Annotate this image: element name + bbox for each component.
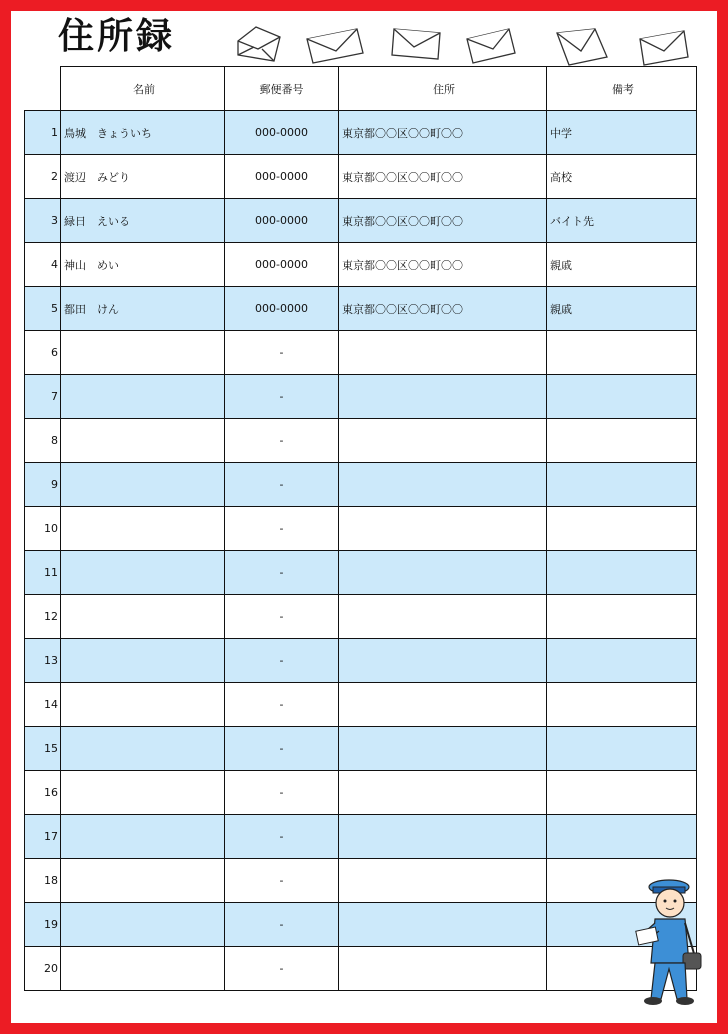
name-cell[interactable] <box>61 859 225 903</box>
note-cell[interactable]: 親戚 <box>547 243 697 287</box>
address-cell[interactable] <box>339 683 547 727</box>
address-cell[interactable] <box>339 419 547 463</box>
row-number: 11 <box>25 551 61 595</box>
zip-cell[interactable]: - <box>225 947 339 991</box>
note-cell[interactable] <box>547 639 697 683</box>
row-number: 1 <box>25 111 61 155</box>
address-cell[interactable] <box>339 859 547 903</box>
table-row <box>25 815 697 859</box>
row-number: 17 <box>25 815 61 859</box>
row-number: 9 <box>25 463 61 507</box>
name-cell[interactable]: 都田 けん <box>61 287 225 331</box>
note-cell[interactable]: 高校 <box>547 155 697 199</box>
zip-cell[interactable]: 000-0000 <box>225 243 339 287</box>
zip-cell[interactable]: - <box>225 375 339 419</box>
address-cell[interactable] <box>339 771 547 815</box>
name-cell[interactable] <box>61 815 225 859</box>
zip-cell[interactable]: - <box>225 331 339 375</box>
name-cell[interactable] <box>61 331 225 375</box>
zip-cell[interactable]: - <box>225 639 339 683</box>
zip-cell[interactable]: - <box>225 859 339 903</box>
address-cell[interactable] <box>339 551 547 595</box>
address-cell[interactable]: 東京都〇〇区〇〇町〇〇 <box>339 243 547 287</box>
row-number: 8 <box>25 419 61 463</box>
row-number: 6 <box>25 331 61 375</box>
address-cell[interactable] <box>339 507 547 551</box>
address-cell[interactable]: 東京都〇〇区〇〇町〇〇 <box>339 155 547 199</box>
name-cell[interactable] <box>61 903 225 947</box>
note-cell[interactable]: 親戚 <box>547 287 697 331</box>
name-cell[interactable]: 神山 めい <box>61 243 225 287</box>
header-number <box>25 67 61 111</box>
table-row <box>25 947 697 991</box>
table-row <box>25 331 697 375</box>
note-cell[interactable] <box>547 727 697 771</box>
address-cell[interactable] <box>339 727 547 771</box>
zip-cell[interactable]: 000-0000 <box>225 155 339 199</box>
table-row <box>25 111 697 155</box>
address-cell[interactable]: 東京都〇〇区〇〇町〇〇 <box>339 111 547 155</box>
name-cell[interactable] <box>61 727 225 771</box>
note-cell[interactable]: バイト先 <box>547 199 697 243</box>
table-row <box>25 375 697 419</box>
table-row <box>25 859 697 903</box>
envelope-icon <box>634 25 694 69</box>
table-row <box>25 551 697 595</box>
note-cell[interactable] <box>547 771 697 815</box>
table-row <box>25 199 697 243</box>
envelope-icon <box>551 23 613 71</box>
table-row <box>25 419 697 463</box>
row-number: 18 <box>25 859 61 903</box>
address-cell[interactable] <box>339 947 547 991</box>
note-cell[interactable] <box>547 507 697 551</box>
row-number: 4 <box>25 243 61 287</box>
name-cell[interactable] <box>61 551 225 595</box>
zip-cell[interactable]: - <box>225 419 339 463</box>
note-cell[interactable] <box>547 595 697 639</box>
zip-cell[interactable]: - <box>225 507 339 551</box>
table-row <box>25 771 697 815</box>
name-cell[interactable] <box>61 419 225 463</box>
note-cell[interactable] <box>547 551 697 595</box>
row-number: 10 <box>25 507 61 551</box>
name-cell[interactable]: 渡辺 みどり <box>61 155 225 199</box>
zip-cell[interactable]: 000-0000 <box>225 287 339 331</box>
table-row <box>25 903 697 947</box>
note-cell[interactable] <box>547 375 697 419</box>
table-row <box>25 727 697 771</box>
zip-cell[interactable]: - <box>225 683 339 727</box>
address-cell[interactable] <box>339 639 547 683</box>
row-number: 14 <box>25 683 61 727</box>
name-cell[interactable] <box>61 595 225 639</box>
row-number: 16 <box>25 771 61 815</box>
note-cell[interactable]: 中学 <box>547 111 697 155</box>
name-cell[interactable] <box>61 771 225 815</box>
table-row <box>25 639 697 683</box>
row-number: 5 <box>25 287 61 331</box>
note-cell[interactable] <box>547 463 697 507</box>
row-number: 12 <box>25 595 61 639</box>
zip-cell[interactable]: - <box>225 463 339 507</box>
table-row <box>25 287 697 331</box>
address-cell[interactable]: 東京都〇〇区〇〇町〇〇 <box>339 199 547 243</box>
header-name: 名前 <box>61 67 225 111</box>
table-row <box>25 507 697 551</box>
address-cell[interactable] <box>339 815 547 859</box>
envelope-icon <box>234 23 286 65</box>
table-row <box>25 595 697 639</box>
row-number: 19 <box>25 903 61 947</box>
address-table <box>24 66 697 991</box>
page-title: 住所録 <box>58 16 176 57</box>
name-cell[interactable] <box>61 639 225 683</box>
row-number: 3 <box>25 199 61 243</box>
table-row <box>25 243 697 287</box>
row-number: 13 <box>25 639 61 683</box>
name-cell[interactable]: 緑日 えいる <box>61 199 225 243</box>
zip-cell[interactable]: - <box>225 551 339 595</box>
mail-carrier-illustration <box>633 873 703 1013</box>
address-cell[interactable]: 東京都〇〇区〇〇町〇〇 <box>339 287 547 331</box>
zip-cell[interactable]: 000-0000 <box>225 111 339 155</box>
name-cell[interactable]: 鳥城 きょういち <box>61 111 225 155</box>
note-cell[interactable] <box>547 683 697 727</box>
note-cell[interactable] <box>547 815 697 859</box>
zip-cell[interactable]: - <box>225 595 339 639</box>
envelope-icon <box>386 23 446 63</box>
envelope-icon <box>303 25 367 67</box>
address-cell[interactable] <box>339 375 547 419</box>
address-cell[interactable] <box>339 595 547 639</box>
table-row <box>25 463 697 507</box>
zip-cell[interactable]: 000-0000 <box>225 199 339 243</box>
header-zip: 郵便番号 <box>225 67 339 111</box>
envelope-icon <box>461 25 521 67</box>
note-cell[interactable] <box>547 419 697 463</box>
name-cell[interactable] <box>61 947 225 991</box>
address-cell[interactable] <box>339 903 547 947</box>
name-cell[interactable] <box>61 507 225 551</box>
header-note: 備考 <box>547 67 697 111</box>
address-cell[interactable] <box>339 331 547 375</box>
note-cell[interactable] <box>547 331 697 375</box>
name-cell[interactable] <box>61 375 225 419</box>
name-cell[interactable] <box>61 683 225 727</box>
table-header-row <box>25 67 697 111</box>
table-row <box>25 683 697 727</box>
zip-cell[interactable]: - <box>225 771 339 815</box>
zip-cell[interactable]: - <box>225 815 339 859</box>
row-number: 15 <box>25 727 61 771</box>
row-number: 2 <box>25 155 61 199</box>
name-cell[interactable] <box>61 463 225 507</box>
zip-cell[interactable]: - <box>225 727 339 771</box>
table-row <box>25 155 697 199</box>
row-number: 20 <box>25 947 61 991</box>
address-cell[interactable] <box>339 463 547 507</box>
zip-cell[interactable]: - <box>225 903 339 947</box>
header-address: 住所 <box>339 67 547 111</box>
row-number: 7 <box>25 375 61 419</box>
